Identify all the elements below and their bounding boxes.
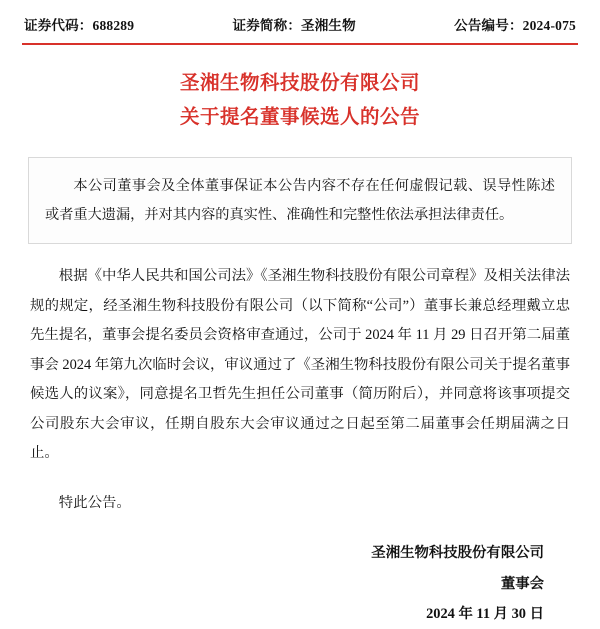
page-title-line2: 关于提名董事候选人的公告 xyxy=(179,107,420,129)
disclaimer-text: 本公司董事会及全体董事保证本公告内容不存在任何虚假记载、误导性陈述或者重大遗漏，并对其内容的真实性、准确性和完整性依法承担法律责任。 xyxy=(45,178,555,223)
announcement-number xyxy=(454,14,576,34)
page-title-line1: 圣湘生物科技股份有限公司 xyxy=(179,73,420,94)
body-paragraph-2: 特此公告。 xyxy=(58,494,131,511)
announcement-number-value: 2024-075 xyxy=(522,18,576,33)
document-body xyxy=(30,262,570,518)
security-abbreviation-label: 证券简称： xyxy=(232,18,302,33)
security-code-value: 688289 xyxy=(92,18,135,33)
disclaimer-box xyxy=(28,157,572,244)
signature-company: 圣湘生物科技股份有限公司 xyxy=(371,545,544,562)
security-abbreviation xyxy=(233,14,356,34)
page-title xyxy=(22,67,578,135)
security-code xyxy=(24,14,134,34)
security-abbreviation-value: 圣湘生物 xyxy=(301,18,356,33)
signature-date: 2024 年 11 月 30 日 xyxy=(426,605,544,622)
signature-board: 董事会 xyxy=(500,575,544,592)
signature-block xyxy=(22,538,544,629)
body-paragraph-1: 根据《中华人民共和国公司法》《圣湘生物科技股份有限公司章程》及相关法律法规的规定，经圣湘生物科技股份有限公司（以下简称“公司”）董事长兼总经理戴立忠先生提名，董事会提名委员会资格审查通过，公司于 2024 年 11 月 29 日召开第二届董事会 2024 年第九次临时会议，审议通过了《圣湘生物科技股份有限公司关于提名董事候选人的议案》，同意提名卫哲先生担任公司董事（简历附后），并同意将该事项提交公司股东大会审议，任期自股东大会审议通过之日起至第二届董事会任期届满之日止。 xyxy=(30,268,570,462)
security-code-label: 证券代码： xyxy=(24,18,93,33)
announcement-number-label: 公告编号： xyxy=(454,18,523,33)
document-header xyxy=(22,14,578,34)
header-divider xyxy=(22,43,578,45)
